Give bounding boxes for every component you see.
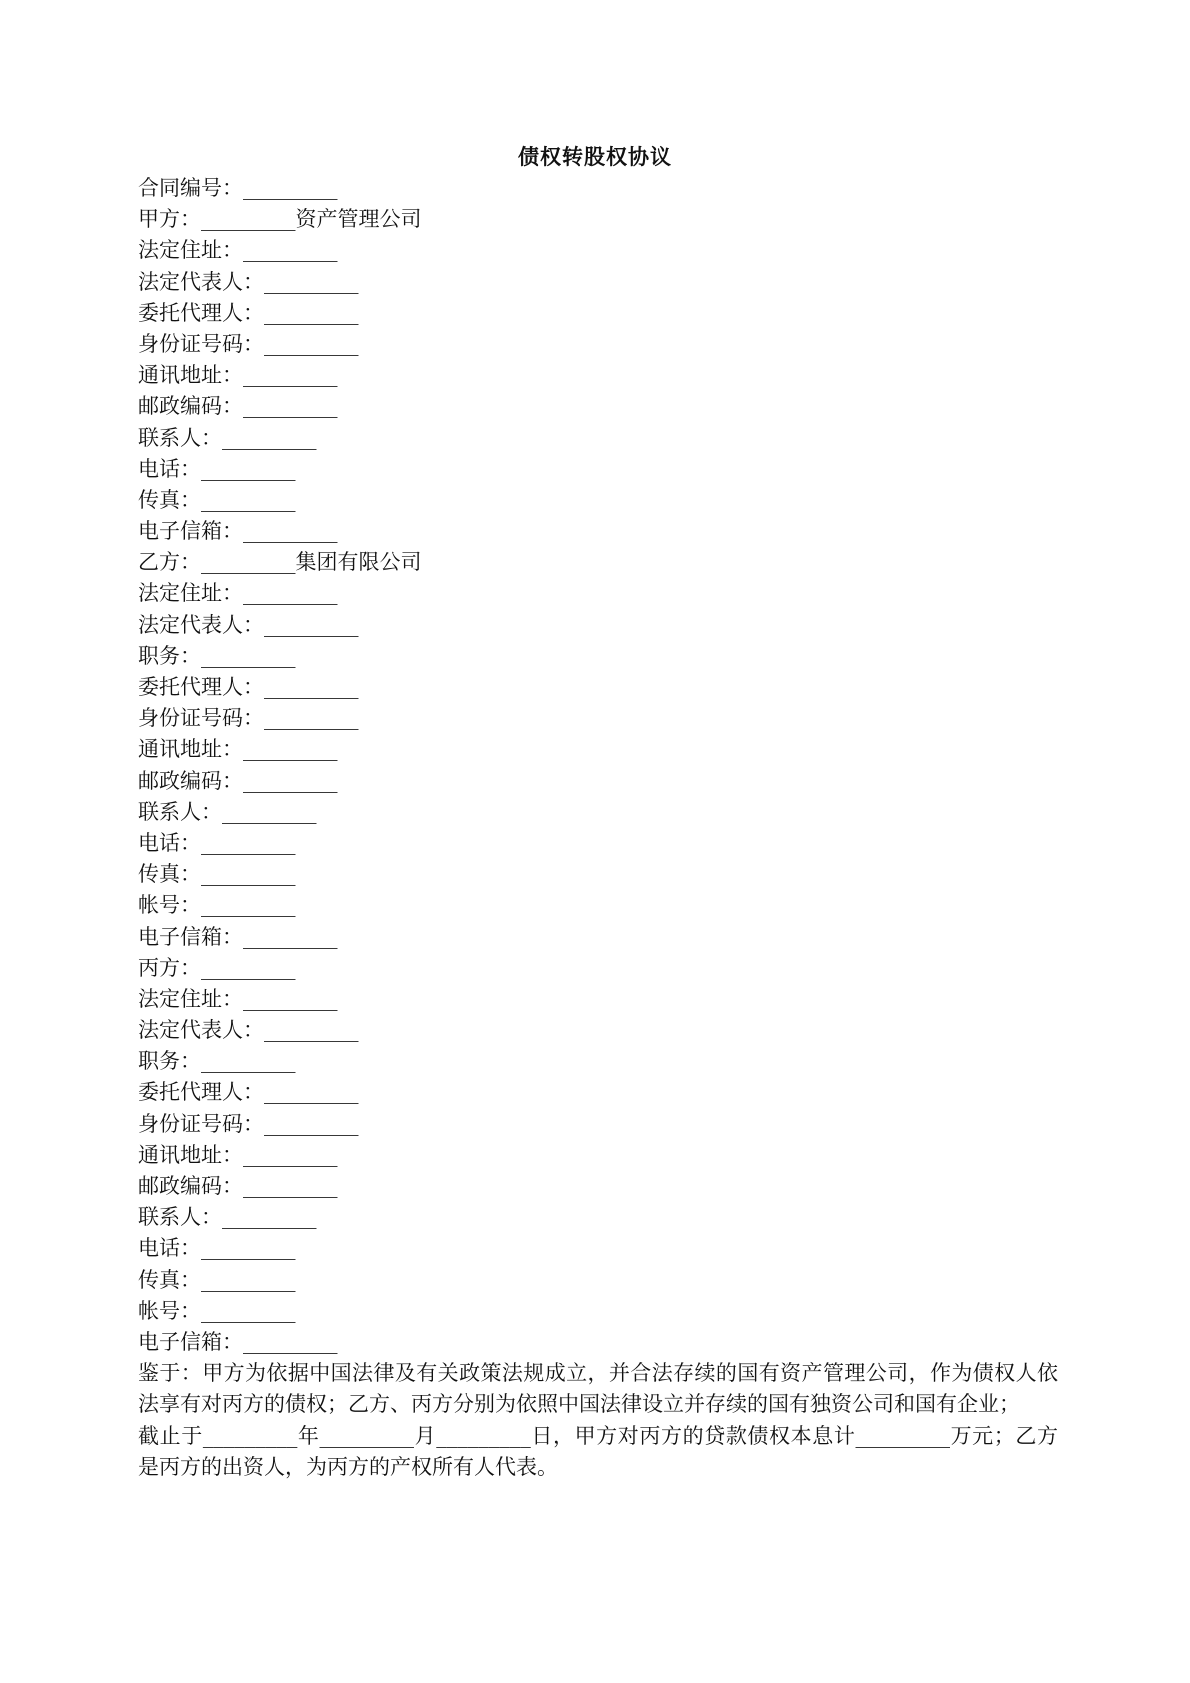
party-a-postcode-line: 邮政编码：_________ (138, 394, 338, 419)
party-b-contact-line: 联系人：_________ (138, 799, 317, 824)
party-c-id-line: 身份证号码：_________ (138, 1111, 359, 1136)
party-a-email-line: 电子信箱：_________ (138, 519, 338, 544)
party-b-legal-rep-line: 法定代表人：_________ (138, 612, 359, 637)
party-b-phone-line: 电话：_________ (138, 830, 296, 855)
party-b-postcode-line: 邮政编码：_________ (138, 768, 338, 793)
party-c-postcode-line: 邮政编码：_________ (138, 1174, 338, 1198)
party-b-position-line: 职务：_________ (138, 643, 296, 668)
party-c-line: 丙方：_________ (138, 955, 296, 980)
party-b-mail-address-line: 通讯地址：_________ (138, 737, 338, 762)
document-title: 债权转股权协议 (518, 144, 672, 169)
party-a-fax-line: 传真：_________ (138, 487, 296, 512)
document-body (138, 173, 1058, 1483)
party-c-fax-line: 传真：_________ (138, 1267, 296, 1292)
party-a-address-line: 法定住址：_________ (138, 238, 338, 263)
recital-paragraph: 鉴于：甲方为依据中国法律及有关政策法规成立，并合法存续的国有资产管理公司，作为债权人依法享有对丙方的债权；乙方、丙方分别为依照中国法律设立并存续的国有独资公司和国有企业； (138, 1361, 1058, 1417)
party-a-mail-address-line: 通讯地址：_________ (138, 363, 338, 388)
party-c-agent-line: 委托代理人：_________ (138, 1080, 359, 1105)
party-c-mail-address-line: 通讯地址：_________ (138, 1142, 338, 1167)
party-a-line: 甲方：_________资产管理公司 (138, 207, 422, 232)
party-b-line: 乙方：_________集团有限公司 (138, 550, 422, 575)
party-b-agent-line: 委托代理人：_________ (138, 675, 359, 699)
party-b-address-line: 法定住址：_________ (138, 581, 338, 606)
party-b-id-line: 身份证号码：_________ (138, 706, 359, 731)
party-b-fax-line: 传真：_________ (138, 862, 296, 887)
party-a-agent-line: 委托代理人：_________ (138, 300, 359, 325)
debt-amount-paragraph: 截止于_________年_________月_________日，甲方对丙方的贷款债权本息计_________万元；乙方是丙方的出资人，为丙方的产权所有人代表。 (138, 1423, 1058, 1479)
party-c-email-line: 电子信箱：_________ (138, 1329, 338, 1354)
party-c-legal-rep-line: 法定代表人：_________ (138, 1018, 359, 1043)
party-a-id-line: 身份证号码：_________ (138, 331, 359, 356)
party-a-contact-line: 联系人：_________ (138, 425, 317, 450)
party-b-account-line: 帐号：_________ (138, 893, 296, 918)
party-a-legal-rep-line: 法定代表人：_________ (138, 269, 359, 294)
party-c-account-line: 帐号：_________ (138, 1298, 296, 1323)
party-c-address-line: 法定住址：_________ (138, 986, 338, 1011)
party-c-phone-line: 电话：_________ (138, 1236, 296, 1261)
party-c-position-line: 职务：_________ (138, 1049, 296, 1074)
party-a-phone-line: 电话：_________ (138, 456, 296, 481)
party-c-contact-line: 联系人：_________ (138, 1205, 317, 1230)
contract-number-line: 合同编号：_________ (138, 176, 338, 200)
party-b-email-line: 电子信箱：_________ (138, 924, 338, 949)
